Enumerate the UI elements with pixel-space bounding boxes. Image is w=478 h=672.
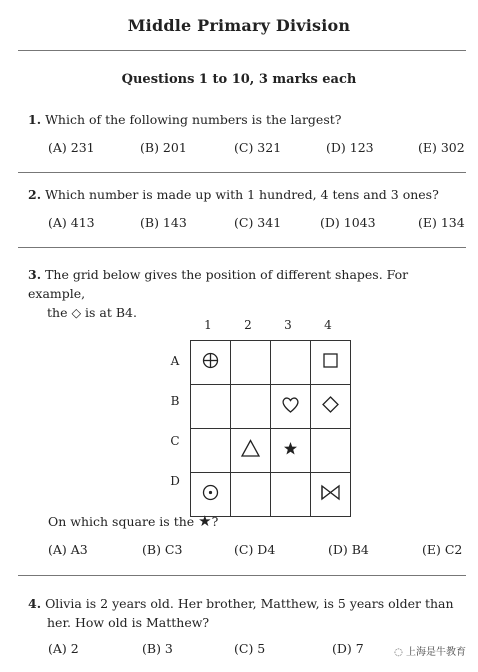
question-text: Which of the following numbers is the largest? bbox=[45, 112, 342, 127]
option-d[interactable]: (D) 1043 bbox=[320, 215, 376, 230]
option-a[interactable]: (A) 413 bbox=[48, 215, 95, 230]
option-b[interactable]: (B) C3 bbox=[142, 542, 183, 557]
divider bbox=[18, 50, 466, 51]
square-icon bbox=[311, 341, 350, 380]
circle-plus-icon bbox=[191, 341, 230, 380]
grid-cell-a2 bbox=[231, 341, 271, 385]
question-3-ask bbox=[48, 512, 218, 530]
section-subtitle: Questions 1 to 10, 3 marks each bbox=[121, 72, 357, 87]
grid-cell-a3 bbox=[271, 341, 311, 385]
grid-cell-b4 bbox=[311, 385, 351, 429]
grid-cell-d3 bbox=[271, 473, 311, 517]
bowtie-icon bbox=[311, 473, 350, 512]
grid-column-header-3: 3 bbox=[284, 318, 292, 332]
option-e[interactable]: (E) C2 bbox=[422, 542, 463, 557]
option-b[interactable]: (B) 3 bbox=[142, 641, 173, 656]
option-b[interactable]: (B) 201 bbox=[140, 140, 187, 155]
option-a[interactable]: (A) 2 bbox=[48, 641, 79, 656]
watermark-text: 上海是牛教育 bbox=[406, 647, 466, 658]
grid-cell-b3 bbox=[271, 385, 311, 429]
option-b[interactable]: (B) 143 bbox=[140, 215, 187, 230]
question-3 bbox=[28, 265, 468, 322]
option-c[interactable]: (C) 341 bbox=[234, 215, 282, 230]
grid-cell-d2 bbox=[231, 473, 271, 517]
option-a[interactable]: (A) A3 bbox=[48, 542, 88, 557]
question-text-line-1: Olivia is 2 years old. Her brother, Matthew, is 5 years older than bbox=[45, 596, 454, 611]
grid-column-header-2: 2 bbox=[244, 318, 252, 332]
question-1 bbox=[28, 110, 468, 129]
wechat-icon: ◌ bbox=[394, 647, 403, 658]
option-d[interactable]: (D) 7 bbox=[332, 641, 364, 656]
option-e[interactable]: (E) 134 bbox=[418, 215, 465, 230]
circle-dot-icon bbox=[191, 473, 230, 512]
grid-cell-c2 bbox=[231, 429, 271, 473]
grid-cell-a1 bbox=[191, 341, 231, 385]
option-a[interactable]: (A) 231 bbox=[48, 140, 95, 155]
grid-row-header-d: D bbox=[170, 474, 180, 488]
star-icon bbox=[271, 429, 310, 468]
question-text-line-2: her. How old is Matthew? bbox=[47, 615, 210, 630]
grid-row-header-c: C bbox=[170, 434, 180, 448]
grid-row-header-b: B bbox=[170, 394, 180, 408]
ask-prefix: On which square is the bbox=[48, 514, 195, 529]
question-number: 2. bbox=[28, 187, 42, 202]
divider bbox=[18, 575, 466, 576]
grid-cell-a4 bbox=[311, 341, 351, 385]
star-icon: ★ bbox=[198, 512, 212, 530]
grid-column-header-1: 1 bbox=[204, 318, 212, 332]
question-text-line-2: the ◇ is at B4. bbox=[47, 305, 137, 320]
grid-cell-c4 bbox=[311, 429, 351, 473]
grid-cell-b2 bbox=[231, 385, 271, 429]
divider bbox=[18, 172, 466, 173]
divider bbox=[18, 247, 466, 248]
ask-suffix: ? bbox=[211, 514, 219, 529]
watermark-logo bbox=[394, 643, 466, 658]
grid-cell-c1 bbox=[191, 429, 231, 473]
question-number: 4. bbox=[28, 596, 42, 611]
question-number: 1. bbox=[28, 112, 42, 127]
option-e[interactable]: (E) 302 bbox=[418, 140, 465, 155]
grid-cell-b1 bbox=[191, 385, 231, 429]
triangle-icon bbox=[231, 429, 270, 468]
question-4 bbox=[28, 594, 468, 632]
grid-cell-d4 bbox=[311, 473, 351, 517]
grid-cell-d1 bbox=[191, 473, 231, 517]
heart-icon bbox=[271, 385, 310, 424]
grid-column-header-4: 4 bbox=[324, 318, 332, 332]
option-d[interactable]: (D) B4 bbox=[328, 542, 369, 557]
option-c[interactable]: (C) 321 bbox=[234, 140, 282, 155]
shape-grid bbox=[190, 340, 351, 517]
page-title: Middle Primary Division bbox=[127, 16, 351, 35]
diamond-icon bbox=[311, 385, 350, 424]
question-text: Which number is made up with 1 hundred, 4 tens and 3 ones? bbox=[45, 187, 439, 202]
option-c[interactable]: (C) D4 bbox=[234, 542, 276, 557]
grid-row-header-a: A bbox=[170, 354, 180, 368]
grid-cell-c3 bbox=[271, 429, 311, 473]
question-text-line-1: The grid below gives the position of different shapes. For example, bbox=[28, 267, 409, 301]
option-c[interactable]: (C) 5 bbox=[234, 641, 266, 656]
option-d[interactable]: (D) 123 bbox=[326, 140, 374, 155]
question-2 bbox=[28, 185, 468, 204]
question-number: 3. bbox=[28, 267, 42, 282]
